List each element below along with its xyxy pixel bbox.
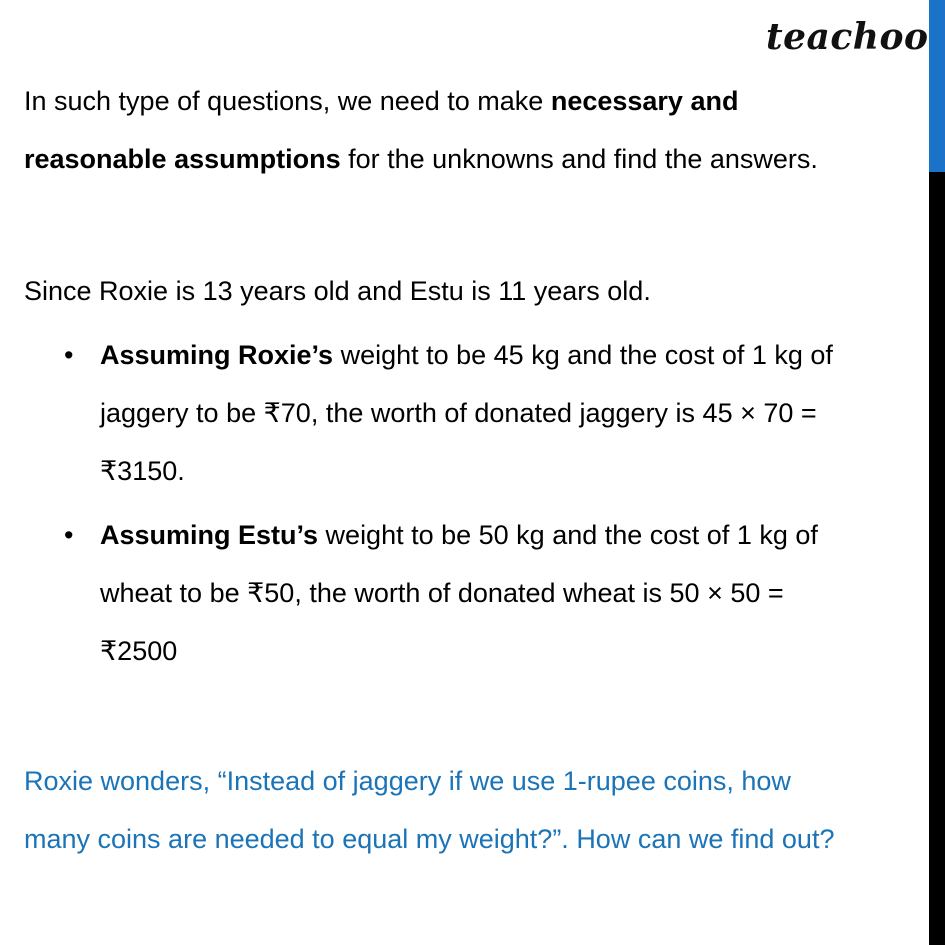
bullet-2-line-3: ₹2500 (100, 636, 178, 666)
intro-text-end: for the unknowns and find the answers. (340, 144, 818, 174)
bullet-marker: • (64, 340, 74, 370)
bullet-1-bold: Assuming Roxie’s (100, 340, 334, 370)
bullet-2-line-2: wheat to be ₹50, the worth of donated wheat is 50 × 50 = (100, 578, 784, 608)
intro-text: In such type of questions, we need to make (24, 86, 551, 116)
bullet-2-bold: Assuming Estu’s (100, 520, 319, 550)
intro-emphasis-2: reasonable assumptions (24, 144, 341, 174)
scrollbar-thumb[interactable] (929, 0, 945, 172)
intro-line-2 (24, 144, 818, 175)
since-line: Since Roxie is 13 years old and Estu is 11 years old. (24, 276, 651, 306)
bullet-1-line-2: jaggery to be ₹70, the worth of donated jaggery is 45 × 70 = (100, 398, 817, 428)
bullet-1-line-1 (100, 340, 833, 371)
teachoo-logo: teachoo (766, 16, 929, 58)
bullet-marker: • (64, 520, 74, 550)
intro-line-1 (24, 86, 738, 117)
bullet-1-line-3: ₹3150. (100, 456, 185, 486)
bullet-2-line-1 (100, 520, 818, 551)
bullet-1-text: weight to be 45 kg and the cost of 1 kg of (333, 340, 833, 370)
intro-emphasis-1: necessary and (550, 86, 739, 116)
question-line-2: many coins are needed to equal my weight?”. How can we find out? (24, 824, 835, 854)
bullet-2-text: weight to be 50 kg and the cost of 1 kg of (318, 520, 818, 550)
question-line-1: Roxie wonders, “Instead of jaggery if we use 1-rupee coins, how (24, 766, 791, 796)
